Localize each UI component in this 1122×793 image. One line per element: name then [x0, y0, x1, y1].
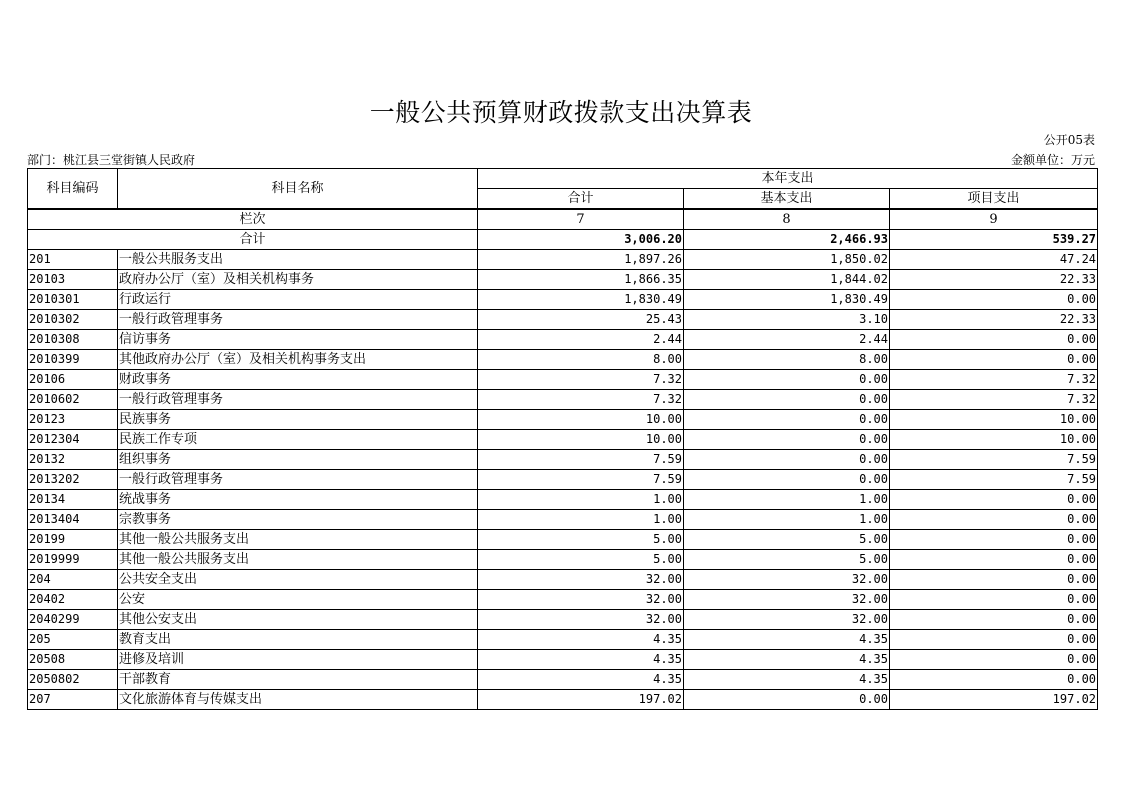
table-row — [28, 490, 1098, 510]
row-name: 其他一般公共服务支出 — [118, 550, 478, 570]
row-name: 公安 — [118, 590, 478, 610]
row-project: 197.02 — [890, 690, 1098, 710]
row-total: 10.00 — [478, 410, 684, 430]
row-project: 0.00 — [890, 670, 1098, 690]
row-name: 一般行政管理事务 — [118, 390, 478, 410]
total-basic: 2,466.93 — [684, 230, 890, 250]
row-basic: 0.00 — [684, 430, 890, 450]
row-basic: 4.35 — [684, 650, 890, 670]
row-basic: 1,830.49 — [684, 290, 890, 310]
table-row — [28, 410, 1098, 430]
row-basic: 4.35 — [684, 670, 890, 690]
row-basic: 8.00 — [684, 350, 890, 370]
header-basic: 基本支出 — [684, 189, 890, 210]
row-project: 22.33 — [890, 310, 1098, 330]
colnum-8: 8 — [684, 209, 890, 230]
row-project: 7.32 — [890, 370, 1098, 390]
row-total: 32.00 — [478, 610, 684, 630]
row-project: 0.00 — [890, 590, 1098, 610]
table-row — [28, 270, 1098, 290]
row-project: 0.00 — [890, 610, 1098, 630]
table-row — [28, 330, 1098, 350]
row-project: 7.59 — [890, 470, 1098, 490]
table-row — [28, 310, 1098, 330]
row-code: 2010399 — [28, 350, 118, 370]
header-project: 项目支出 — [890, 189, 1098, 210]
row-basic: 2.44 — [684, 330, 890, 350]
row-total: 1.00 — [478, 510, 684, 530]
row-project: 10.00 — [890, 410, 1098, 430]
row-code: 20123 — [28, 410, 118, 430]
colnum-9: 9 — [890, 209, 1098, 230]
row-code: 207 — [28, 690, 118, 710]
table-row — [28, 690, 1098, 710]
row-project: 0.00 — [890, 490, 1098, 510]
table-row — [28, 250, 1098, 270]
row-basic: 1,850.02 — [684, 250, 890, 270]
table-row — [28, 370, 1098, 390]
row-basic: 5.00 — [684, 530, 890, 550]
row-total: 10.00 — [478, 430, 684, 450]
row-basic: 1.00 — [684, 490, 890, 510]
row-name: 公共安全支出 — [118, 570, 478, 590]
row-code: 2050802 — [28, 670, 118, 690]
row-code: 201 — [28, 250, 118, 270]
row-name: 干部教育 — [118, 670, 478, 690]
row-project: 47.24 — [890, 250, 1098, 270]
row-name: 财政事务 — [118, 370, 478, 390]
row-project: 0.00 — [890, 530, 1098, 550]
row-basic: 0.00 — [684, 450, 890, 470]
row-name: 教育支出 — [118, 630, 478, 650]
row-total: 1,897.26 — [478, 250, 684, 270]
table-row — [28, 290, 1098, 310]
unit-label: 金额单位：万元 — [1010, 153, 1095, 167]
row-name: 其他一般公共服务支出 — [118, 530, 478, 550]
page-title: 一般公共预算财政拨款支出决算表 — [369, 98, 753, 127]
row-project: 7.32 — [890, 390, 1098, 410]
row-total: 7.32 — [478, 370, 684, 390]
row-code: 20199 — [28, 530, 118, 550]
row-basic: 5.00 — [684, 550, 890, 570]
column-number-row — [28, 209, 1098, 230]
row-code: 2019999 — [28, 550, 118, 570]
header-name: 科目名称 — [118, 169, 478, 210]
row-code: 2010301 — [28, 290, 118, 310]
row-name: 进修及培训 — [118, 650, 478, 670]
row-code: 205 — [28, 630, 118, 650]
row-code: 2013202 — [28, 470, 118, 490]
row-total: 7.59 — [478, 470, 684, 490]
row-code: 2013404 — [28, 510, 118, 530]
row-basic: 0.00 — [684, 410, 890, 430]
table-row — [28, 570, 1098, 590]
row-total: 197.02 — [478, 690, 684, 710]
row-total: 1,866.35 — [478, 270, 684, 290]
table-row — [28, 450, 1098, 470]
table-row — [28, 630, 1098, 650]
row-basic: 32.00 — [684, 610, 890, 630]
row-name: 民族工作专项 — [118, 430, 478, 450]
row-basic: 0.00 — [684, 390, 890, 410]
row-project: 0.00 — [890, 570, 1098, 590]
table-row — [28, 530, 1098, 550]
row-basic: 3.10 — [684, 310, 890, 330]
row-project: 0.00 — [890, 510, 1098, 530]
row-code: 20132 — [28, 450, 118, 470]
row-code: 20508 — [28, 650, 118, 670]
row-name: 其他公安支出 — [118, 610, 478, 630]
row-code: 20134 — [28, 490, 118, 510]
row-basic: 32.00 — [684, 570, 890, 590]
row-basic: 0.00 — [684, 690, 890, 710]
colnum-7: 7 — [478, 209, 684, 230]
row-basic: 1.00 — [684, 510, 890, 530]
row-project: 0.00 — [890, 630, 1098, 650]
row-name: 其他政府办公厅（室）及相关机构事务支出 — [118, 350, 478, 370]
row-basic: 0.00 — [684, 370, 890, 390]
row-project: 0.00 — [890, 550, 1098, 570]
row-total: 5.00 — [478, 550, 684, 570]
row-code: 2010602 — [28, 390, 118, 410]
table-row — [28, 510, 1098, 530]
table-row — [28, 390, 1098, 410]
colnum-label: 栏次 — [28, 209, 478, 230]
row-total: 5.00 — [478, 530, 684, 550]
total-sum: 3,006.20 — [478, 230, 684, 250]
row-code: 20103 — [28, 270, 118, 290]
table-row — [28, 550, 1098, 570]
row-total: 4.35 — [478, 650, 684, 670]
row-name: 组织事务 — [118, 450, 478, 470]
header-code: 科目编码 — [28, 169, 118, 210]
row-total: 1.00 — [478, 490, 684, 510]
row-basic: 4.35 — [684, 630, 890, 650]
expenditure-table — [27, 168, 1098, 710]
row-basic: 0.00 — [684, 470, 890, 490]
header-total: 合计 — [478, 189, 684, 210]
table-row — [28, 350, 1098, 370]
total-row — [28, 230, 1098, 250]
row-basic: 1,844.02 — [684, 270, 890, 290]
row-project: 0.00 — [890, 650, 1098, 670]
row-project: 0.00 — [890, 350, 1098, 370]
header-group: 本年支出 — [478, 169, 1098, 189]
row-total: 32.00 — [478, 570, 684, 590]
row-name: 一般公共服务支出 — [118, 250, 478, 270]
row-code: 2010302 — [28, 310, 118, 330]
row-name: 信访事务 — [118, 330, 478, 350]
row-name: 文化旅游体育与传媒支出 — [118, 690, 478, 710]
table-row — [28, 650, 1098, 670]
table-row — [28, 670, 1098, 690]
row-total: 7.32 — [478, 390, 684, 410]
row-total: 25.43 — [478, 310, 684, 330]
row-total: 4.35 — [478, 670, 684, 690]
row-name: 政府办公厅（室）及相关机构事务 — [118, 270, 478, 290]
row-code: 2040299 — [28, 610, 118, 630]
table-row — [28, 590, 1098, 610]
row-total: 2.44 — [478, 330, 684, 350]
row-name: 宗教事务 — [118, 510, 478, 530]
table-row — [28, 470, 1098, 490]
row-project: 22.33 — [890, 270, 1098, 290]
row-project: 10.00 — [890, 430, 1098, 450]
row-total: 7.59 — [478, 450, 684, 470]
row-name: 行政运行 — [118, 290, 478, 310]
row-total: 8.00 — [478, 350, 684, 370]
row-name: 统战事务 — [118, 490, 478, 510]
row-basic: 32.00 — [684, 590, 890, 610]
row-project: 0.00 — [890, 330, 1098, 350]
row-project: 7.59 — [890, 450, 1098, 470]
row-code: 20106 — [28, 370, 118, 390]
row-total: 1,830.49 — [478, 290, 684, 310]
total-label: 合计 — [28, 230, 478, 250]
row-name: 一般行政管理事务 — [118, 310, 478, 330]
table-row — [28, 430, 1098, 450]
row-name: 民族事务 — [118, 410, 478, 430]
row-name: 一般行政管理事务 — [118, 470, 478, 490]
row-code: 2010308 — [28, 330, 118, 350]
total-project: 539.27 — [890, 230, 1098, 250]
row-code: 204 — [28, 570, 118, 590]
table-row — [28, 610, 1098, 630]
department-label: 部门：桃江县三堂街镇人民政府 — [27, 153, 196, 167]
table-number: 公开05表 — [1043, 133, 1095, 147]
row-code: 20402 — [28, 590, 118, 610]
row-code: 2012304 — [28, 430, 118, 450]
row-total: 4.35 — [478, 630, 684, 650]
row-total: 32.00 — [478, 590, 684, 610]
row-project: 0.00 — [890, 290, 1098, 310]
